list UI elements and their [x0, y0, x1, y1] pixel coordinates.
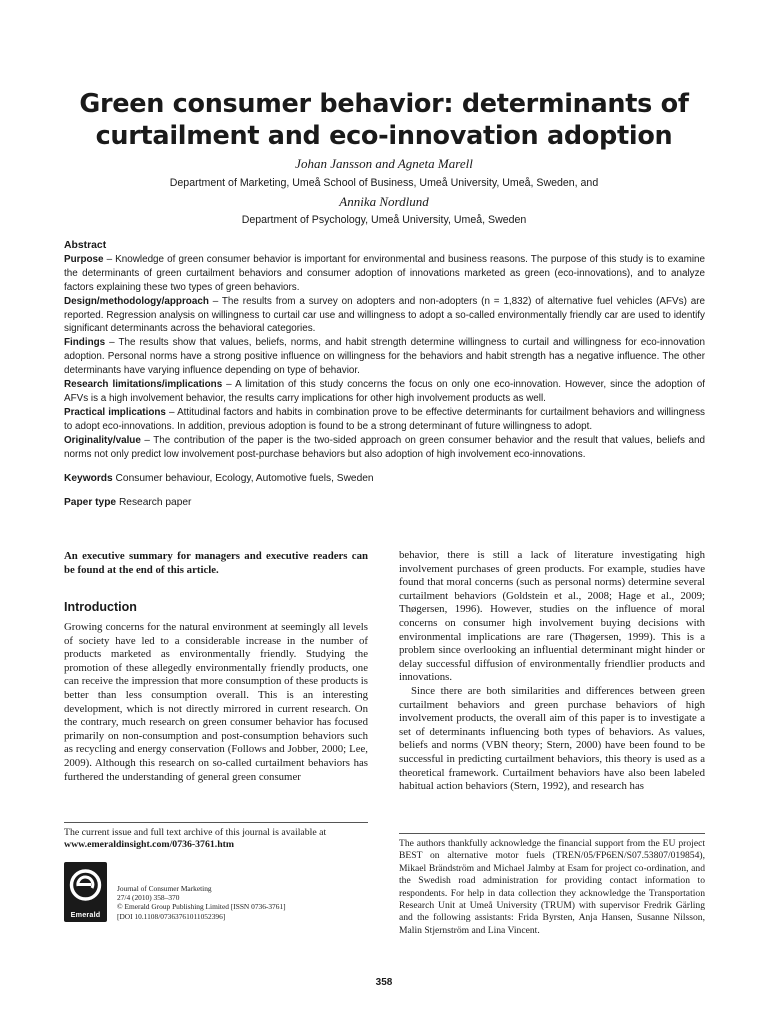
- title-line-2: curtailment and eco-innovation adoption: [95, 121, 673, 151]
- journal-copyright: © Emerald Group Publishing Limited [ISSN 0736-3761]: [117, 902, 286, 912]
- emerald-logo-word: Emerald: [70, 910, 101, 919]
- abstract-limitations: Research limitations/implications – A limitation of this study concerns the focus on only one eco-innovation. However, since the adoption of AFVs is a high involvement behavior, the results carry implications for other high involvement products as well.: [64, 379, 705, 404]
- footnote-rule-right: [399, 833, 705, 834]
- abstract-heading: Abstract: [64, 240, 107, 251]
- journal-volume: 27/4 (2010) 358–370: [117, 893, 180, 903]
- abstract-practical: Practical implications – Attitudinal factors and habits in combination prove to be effective determinants for curtailment behaviors and willingness to adopt eco-innovations. In addition, previous adoption is found to be a strong determinant of future willingness to adopt.: [64, 406, 705, 432]
- abstract-purpose: Purpose – Knowledge of green consumer behavior is important for environmental and business reasons. The purpose of this study is to examine the determinants of green curtailment behaviors and consumer adoption of innovations marketed as green (eco-innovations), and to analyze factors explaining these two types of green behaviors.: [64, 253, 705, 293]
- abstract-findings: Findings – The results show that values, beliefs, norms, and habit strength determine willingness to curtail and willingness for eco-innovation adoption. Personal norms have a strong positive influence on willingness for the behaviors and habit strength has a negative influence. The other determinants have varying influence depending on type of behavior.: [64, 337, 705, 377]
- body-paragraph-2: Since there are both similarities and differences between green curtailment behaviors and green purchase behaviors of high involvement products, the overall aim of this paper is to investigate a set of determinants influencing both types of behaviors. As values, beliefs and norms (VBN theory; Stern, 2000) have been found to be successful in predicting curtailment behaviors, this theory is used as a theoretical framework. Curtailment behaviors have also been labeled habitual action behaviors (Stern, 1992), and research has: [399, 684, 705, 793]
- journal-name: Journal of Consumer Marketing: [117, 884, 212, 893]
- keywords: Keywords Consumer behaviour, Ecology, Automotive fuels, Sweden: [64, 473, 374, 484]
- journal-archive-note: The current issue and full text archive of this journal is available at www.emeraldinsight.com/0736-3761.htm: [64, 827, 327, 851]
- abstract: [64, 239, 705, 462]
- emerald-swirl-icon: [68, 867, 103, 903]
- authors-secondary: Annika Nordlund: [339, 194, 429, 209]
- page-number: 358: [375, 977, 393, 988]
- affiliation-marketing: Department of Marketing, Umeå School of Business, Umeå University, Umeå, Sweden, and: [169, 177, 599, 189]
- authors-primary: Johan Jansson and Agneta Marell: [295, 156, 473, 171]
- paper-title: [60, 88, 708, 152]
- abstract-design: Design/methodology/approach – The results from a survey on adopters and non-adopters (n = 1,832) of alternative fuel vehicles (AFVs) are reported. Regression analysis on willingness to curtail car use and willingness to adopt a so-called environmentally friendly car are used to identify significant determinants across the behavioral categories.: [64, 295, 705, 335]
- journal-info: [117, 884, 286, 921]
- body-paragraph-1: behavior, there is still a lack of literature investigating high involvement purchases of green products. For example, studies have found that moral concerns (such as personal norms) determine several curtailment behaviors (Goldstein et al., 2008; Hage et al., 2009; Thøgersen, 1996). However, studies on the influence of moral concerns on consumer high involvement buying decisions with environmental implications are rare (Thøgersen, 1999). This is a problem since overlooking an influential determinant might hinder or delay successful diffusion of environmentally friendlier products and innovations.: [399, 549, 705, 684]
- left-column: [64, 549, 368, 784]
- right-column: [399, 549, 705, 794]
- emerald-logo: [64, 862, 107, 922]
- abstract-originality: Originality/value – The contribution of the paper is the two-sided approach on green consumer behavior and the result that values, beliefs and norms not only predict low involvement post-purchase behaviors but also adoption of high involvement eco-innovations.: [64, 434, 705, 460]
- journal-doi: [DOI 10.1108/07363761011052396]: [117, 911, 226, 921]
- title-line-1: Green consumer behavior: determinants of: [79, 89, 689, 119]
- footnote-rule-left: [64, 822, 368, 823]
- journal-archive-link[interactable]: www.emeraldinsight.com/0736-3761.htm: [64, 839, 235, 851]
- acknowledgements-footnote: The authors thankfully acknowledge the financial support from the EU project BEST on alternative motor fuels (TREN/05/FP6EN/S07.53807/019854), Mikael Brändström and Michael Jalmby at Esam for project co-ordination, and the Swedish road administration for providing contact information to respondents. For help in data collection they acknowledge the Transportation Research Unit at Umeå University (TRUM) with supervisor Fredrik Gärling and the following assistants: Frida Byrsten, Anja Hansen, Susanne Nilsson, Malin Stjernström and Lina Vincent.: [399, 838, 705, 936]
- paper-type: Paper type Research paper: [64, 497, 192, 508]
- affiliation-psychology: Department of Psychology, Umeå University, Umeå, Sweden: [241, 214, 527, 226]
- executive-summary-note: An executive summary for managers and executive readers can be found at the end of this article.: [64, 550, 368, 576]
- introduction-paragraph: Growing concerns for the natural environment at seemingly all levels of society have led to a considerable increase in the number of products marketed as environmentally friendly. Studying the promotion of these allegedly environmentally friendly products, one can receive the impression that more consumption of these products is better than less consumption overall. This is an interesting development, which is not directly mirrored in current research. On the contrary, much research on green consumer behavior has focused primarily on non-consumption and post-consumption behaviors such as recycling and energy conservation (Follows and Jobber, 2000; Lee, 2009). Although this research on so-called curtailment behaviors has furthered the understanding of general green consumer: [64, 621, 368, 783]
- introduction-heading: Introduction: [64, 600, 137, 614]
